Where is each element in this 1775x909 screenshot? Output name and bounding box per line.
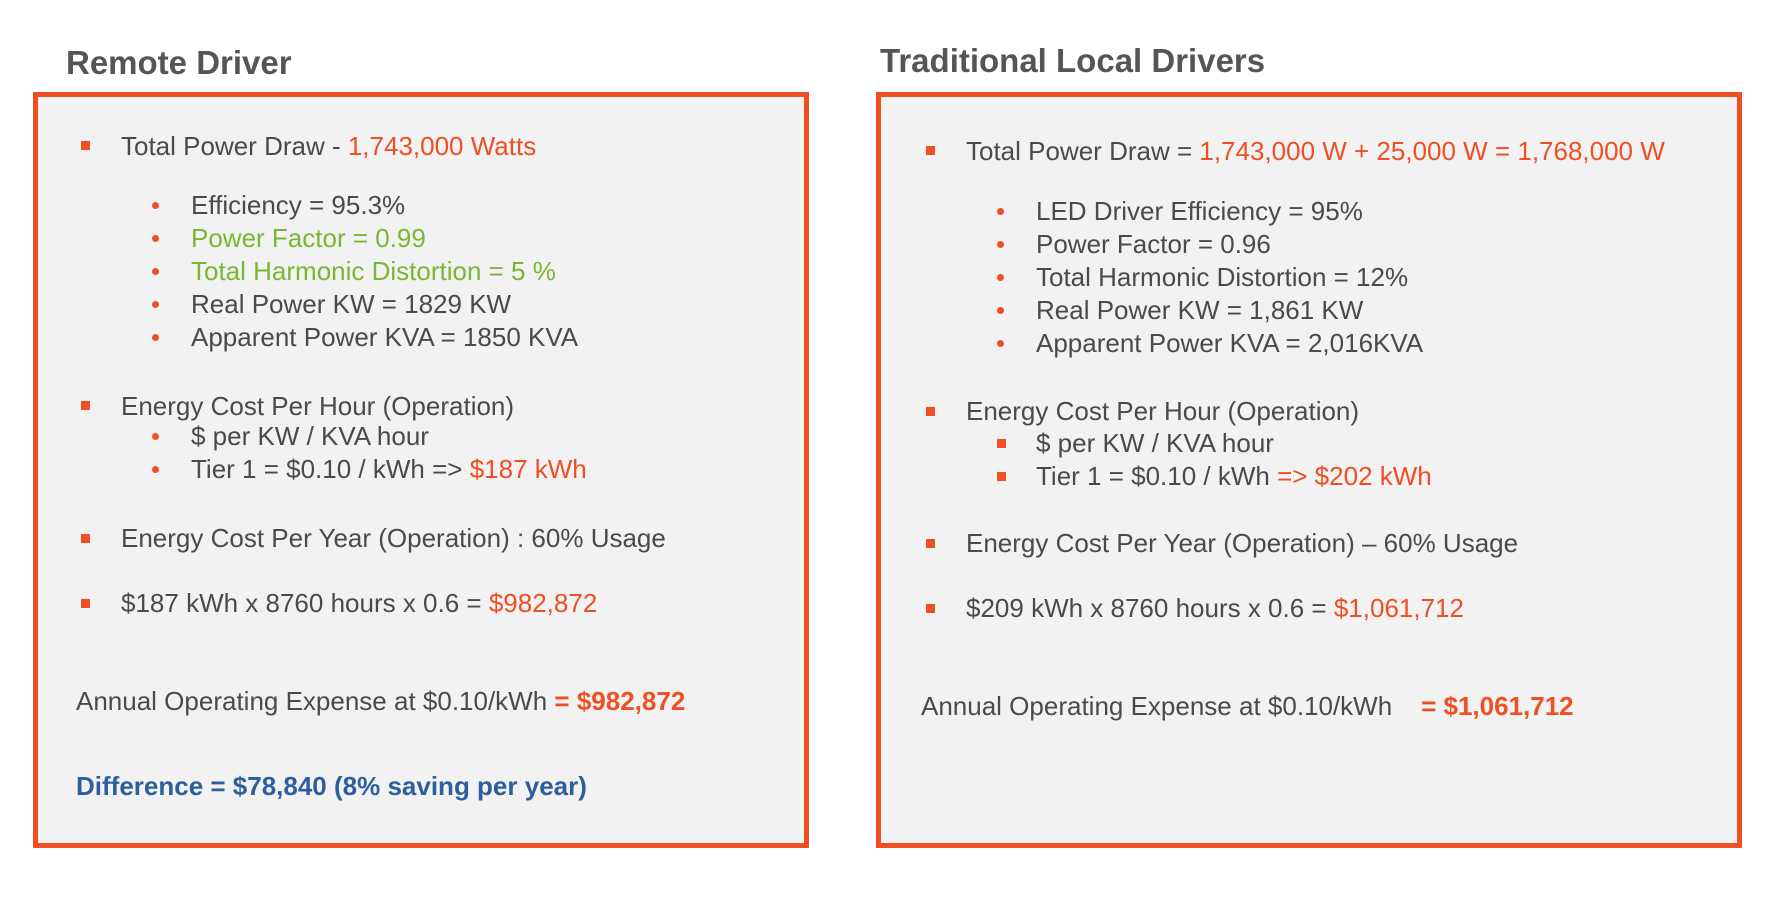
per-kw-kva-hour: $ per KW / KVA hour — [1036, 428, 1274, 458]
square-bullet-icon — [81, 534, 90, 543]
annual-operating-expense: Annual Operating Expense at $0.10/kWh = $1,061,712 — [921, 691, 1574, 721]
tier-1-rate: Tier 1 = $0.10 / kWh => $187 kWh — [191, 454, 587, 484]
square-bullet-icon — [926, 604, 935, 613]
power-factor: Power Factor = 0.96 — [1036, 229, 1271, 259]
real-power: Real Power KW = 1,861 KW — [1036, 295, 1364, 325]
square-bullet-icon — [997, 472, 1006, 481]
total-power-draw: Total Power Draw = 1,743,000 W + 25,000 W = 1,768,000 W — [966, 136, 1665, 166]
round-bullet-icon — [152, 268, 159, 275]
round-bullet-icon — [152, 466, 159, 473]
round-bullet-icon — [152, 202, 159, 209]
round-bullet-icon — [152, 433, 159, 440]
total-harmonic-distortion: Total Harmonic Distortion = 5 % — [191, 256, 556, 286]
round-bullet-icon — [997, 241, 1004, 248]
total-power-draw: Total Power Draw - 1,743,000 Watts — [121, 131, 537, 161]
round-bullet-icon — [152, 301, 159, 308]
remote-driver-heading: Remote Driver — [66, 44, 292, 81]
remote-driver-panel — [33, 92, 809, 848]
efficiency: Efficiency = 95.3% — [191, 190, 406, 220]
round-bullet-icon — [152, 235, 159, 242]
apparent-power: Apparent Power KVA = 2,016KVA — [1036, 328, 1424, 358]
real-power: Real Power KW = 1829 KW — [191, 289, 512, 319]
square-bullet-icon — [926, 146, 935, 155]
round-bullet-icon — [997, 307, 1004, 314]
led-driver-efficiency: LED Driver Efficiency = 95% — [1036, 196, 1363, 226]
tier-1-rate: Tier 1 = $0.10 / kWh => $202 kWh — [1036, 461, 1432, 491]
annual-calculation: $209 kWh x 8760 hours x 0.6 = $1,061,712 — [966, 593, 1464, 623]
round-bullet-icon — [997, 340, 1004, 347]
power-factor: Power Factor = 0.99 — [191, 223, 426, 253]
traditional-drivers-panel — [876, 92, 1742, 848]
per-kw-kva-hour: $ per KW / KVA hour — [191, 421, 429, 451]
square-bullet-icon — [926, 407, 935, 416]
square-bullet-icon — [81, 401, 90, 410]
energy-cost-per-hour: Energy Cost Per Hour (Operation) — [121, 391, 515, 421]
square-bullet-icon — [997, 439, 1006, 448]
square-bullet-icon — [81, 599, 90, 608]
energy-cost-per-year: Energy Cost Per Year (Operation) – 60% Usage — [966, 528, 1519, 558]
round-bullet-icon — [152, 334, 159, 341]
total-harmonic-distortion: Total Harmonic Distortion = 12% — [1036, 262, 1409, 292]
annual-operating-expense: Annual Operating Expense at $0.10/kWh = $982,872 — [76, 686, 686, 716]
energy-cost-per-hour: Energy Cost Per Hour (Operation) — [966, 396, 1360, 426]
annual-calculation: $187 kWh x 8760 hours x 0.6 = $982,872 — [121, 588, 598, 618]
round-bullet-icon — [997, 208, 1004, 215]
traditional-drivers-heading: Traditional Local Drivers — [880, 42, 1266, 79]
apparent-power: Apparent Power KVA = 1850 KVA — [191, 322, 579, 352]
square-bullet-icon — [926, 539, 935, 548]
energy-cost-per-year: Energy Cost Per Year (Operation) : 60% Usage — [121, 523, 666, 553]
round-bullet-icon — [997, 274, 1004, 281]
difference-summary: Difference = $78,840 (8% saving per year) — [76, 771, 587, 801]
square-bullet-icon — [81, 141, 90, 150]
